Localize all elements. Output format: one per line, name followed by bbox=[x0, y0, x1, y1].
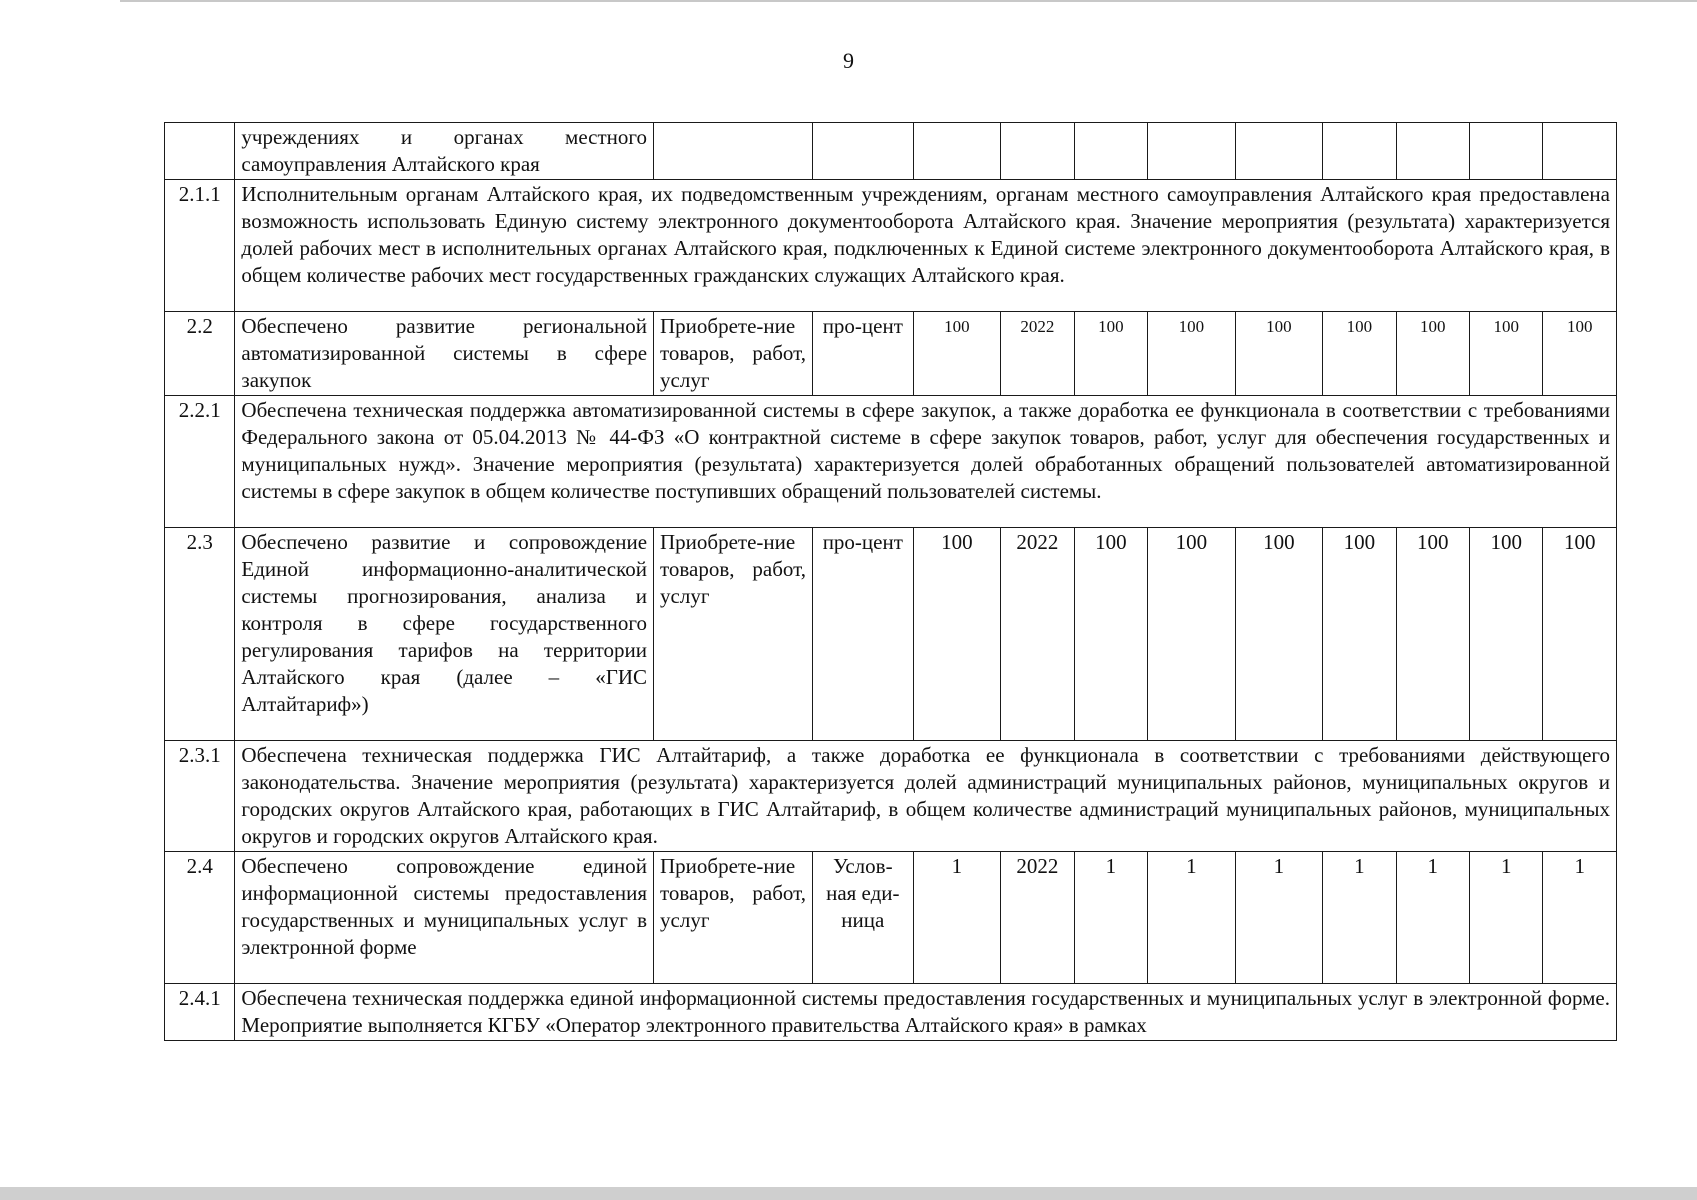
unit-of-measure: про-цент bbox=[813, 528, 914, 741]
year-value: 100 bbox=[1543, 528, 1617, 741]
row-description: Обеспечено развитие региональной автоматизированной системы в сфере закупок bbox=[235, 312, 654, 396]
year-value: 100 bbox=[1396, 312, 1469, 396]
year-value: 1 bbox=[1323, 852, 1396, 984]
empty-cell bbox=[813, 123, 914, 180]
year-value: 100 bbox=[1323, 528, 1396, 741]
empty-cell bbox=[1148, 123, 1236, 180]
base-value: 100 bbox=[913, 528, 1001, 741]
table-row bbox=[165, 741, 1617, 852]
year-value: 100 bbox=[1323, 312, 1396, 396]
row-number: 2.1.1 bbox=[165, 180, 235, 312]
row-number: 2.2 bbox=[165, 312, 235, 396]
row-description: Обеспечено сопровождение единой информационной системы предоставления государственных и муниципальных услуг в электронной форме bbox=[235, 852, 654, 984]
indicators-table bbox=[164, 122, 1617, 1041]
row-description: Обеспечено развитие и сопровождение Единой информационно-аналитической системы прогнозирования, анализа и контроля в сфере государственного регулирования тарифов на территории Алтайского края (далее – «ГИС Алтайтариф») bbox=[235, 528, 654, 741]
base-year: 2022 bbox=[1001, 312, 1074, 396]
row-number: 2.3.1 bbox=[165, 741, 235, 852]
year-value: 1 bbox=[1470, 852, 1543, 984]
empty-cell bbox=[1396, 123, 1469, 180]
table-row bbox=[165, 123, 1617, 180]
year-value: 1 bbox=[1074, 852, 1147, 984]
row-description: Исполнительным органам Алтайского края, их подведомственным учреждениям, органам местного самоуправления Алтайского края предоставлена возможность использовать Единую систему электронного документооборота Алтайского края. Значение мероприятия (результата) характеризуется долей рабочих мест в исполнительных органах Алтайского края, подключенных к Единой системе электронного документооборота Алтайского края, в общем количестве рабочих мест государственных гражданских служащих Алтайского края. bbox=[235, 180, 1617, 312]
empty-cell bbox=[1235, 123, 1323, 180]
row-number: 2.4.1 bbox=[165, 984, 235, 1041]
row-number bbox=[165, 123, 235, 180]
row-description: Обеспечена техническая поддержка автоматизированной системы в сфере закупок, а также доработка ее функционала в соответствии с требованиями Федерального закона от 05.04.2013 № 44-ФЗ «О контрактной системе в сфере закупок товаров, работ, услуг для обеспечения государственных и муниципальных нужд». Значение мероприятия (результата) характеризуется долей обработанных обращений пользователей автоматизированной системы в сфере закупок в общем количестве поступивших обращений пользователей системы. bbox=[235, 396, 1617, 528]
year-value: 100 bbox=[1235, 312, 1323, 396]
year-value: 100 bbox=[1543, 312, 1617, 396]
expense-type: Приобрете-ние товаров, работ, услуг bbox=[654, 528, 813, 741]
table-row bbox=[165, 396, 1617, 528]
row-number: 2.4 bbox=[165, 852, 235, 984]
base-value: 100 bbox=[913, 312, 1001, 396]
table-row bbox=[165, 852, 1617, 984]
year-value: 100 bbox=[1074, 528, 1147, 741]
base-value: 1 bbox=[913, 852, 1001, 984]
base-year: 2022 bbox=[1001, 528, 1074, 741]
year-value: 1 bbox=[1396, 852, 1469, 984]
scan-bottom-edge bbox=[0, 1187, 1697, 1200]
year-value: 100 bbox=[1148, 528, 1236, 741]
page-number: 9 bbox=[843, 48, 854, 73]
empty-cell bbox=[1074, 123, 1147, 180]
empty-cell bbox=[1323, 123, 1396, 180]
empty-cell bbox=[1470, 123, 1543, 180]
year-value: 100 bbox=[1074, 312, 1147, 396]
row-number: 2.2.1 bbox=[165, 396, 235, 528]
table-row bbox=[165, 312, 1617, 396]
year-value: 100 bbox=[1470, 312, 1543, 396]
row-description: Обеспечена техническая поддержка единой информационной системы предоставления государственных и муниципальных услуг в электронной форме. Мероприятие выполняется КГБУ «Оператор электронного правительства Алтайского края» в рамках bbox=[235, 984, 1617, 1041]
base-year: 2022 bbox=[1001, 852, 1074, 984]
unit-of-measure: про-цент bbox=[813, 312, 914, 396]
scan-top-edge bbox=[120, 0, 1697, 2]
empty-cell bbox=[913, 123, 1001, 180]
year-value: 1 bbox=[1235, 852, 1323, 984]
expense-type: Приобрете-ние товаров, работ, услуг bbox=[654, 852, 813, 984]
row-description: учреждениях и органах местного самоуправления Алтайского края bbox=[235, 123, 654, 180]
year-value: 100 bbox=[1396, 528, 1469, 741]
table-row bbox=[165, 180, 1617, 312]
year-value: 100 bbox=[1148, 312, 1236, 396]
empty-cell bbox=[654, 123, 813, 180]
empty-cell bbox=[1543, 123, 1617, 180]
year-value: 1 bbox=[1543, 852, 1617, 984]
table-row bbox=[165, 984, 1617, 1041]
expense-type: Приобрете-ние товаров, работ, услуг bbox=[654, 312, 813, 396]
row-description: Обеспечена техническая поддержка ГИС Алтайтариф, а также доработка ее функционала в соответствии с требованиями действующего законодательства. Значение мероприятия (результата) характеризуется долей администраций муниципальных районов, муниципальных округов и городских округов Алтайского края, работающих в ГИС Алтайтариф, в общем количестве администраций муниципальных районов, муниципальных округов и городских округов Алтайского края. bbox=[235, 741, 1617, 852]
year-value: 100 bbox=[1470, 528, 1543, 741]
unit-of-measure: Услов-ная еди-ница bbox=[813, 852, 914, 984]
empty-cell bbox=[1001, 123, 1074, 180]
year-value: 1 bbox=[1148, 852, 1236, 984]
row-number: 2.3 bbox=[165, 528, 235, 741]
table-row bbox=[165, 528, 1617, 741]
year-value: 100 bbox=[1235, 528, 1323, 741]
